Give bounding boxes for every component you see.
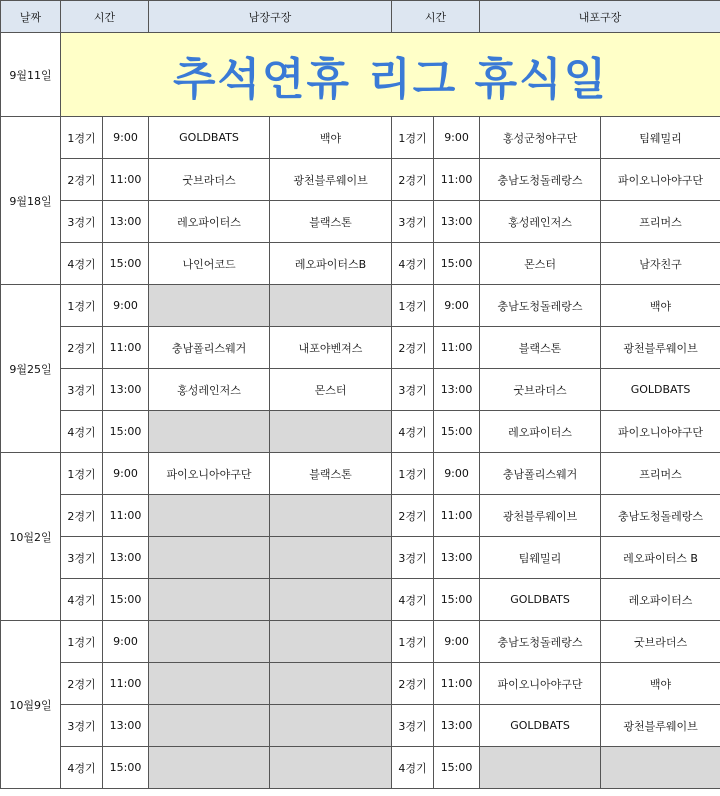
- game-time-right: 9:00: [434, 453, 480, 495]
- team-home-left: 충남폴리스웨거: [149, 327, 270, 369]
- week-date: 9월25일: [1, 285, 61, 453]
- team-away-right: 남자친구: [601, 243, 720, 285]
- game-number-left: 4경기: [61, 747, 103, 789]
- team-away-left: [270, 705, 392, 747]
- table-row: [1, 369, 720, 411]
- game-time-left: 11:00: [103, 327, 149, 369]
- game-time-left: 15:00: [103, 579, 149, 621]
- game-time-right: 9:00: [434, 285, 480, 327]
- team-away-right: 파이오니아야구단: [601, 411, 720, 453]
- header-date: 날짜: [1, 1, 61, 33]
- team-home-left: [149, 285, 270, 327]
- team-home-right: 충남도청돌레랑스: [480, 285, 601, 327]
- team-home-right: 블랙스톤: [480, 327, 601, 369]
- table-row: [1, 579, 720, 621]
- team-away-left: [270, 495, 392, 537]
- game-time-right: 11:00: [434, 327, 480, 369]
- team-home-left: 레오파이터스: [149, 201, 270, 243]
- team-away-right: 프리머스: [601, 201, 720, 243]
- team-away-left: 내포야벤져스: [270, 327, 392, 369]
- team-home-right: 충남도청돌레랑스: [480, 159, 601, 201]
- table-row: [1, 159, 720, 201]
- header-time-left: 시간: [61, 1, 149, 33]
- team-home-left: 파이오니아야구단: [149, 453, 270, 495]
- header-venue-left: 남장구장: [149, 1, 392, 33]
- game-time-right: 15:00: [434, 579, 480, 621]
- game-number-left: 2경기: [61, 327, 103, 369]
- holiday-date: 9월11일: [1, 33, 61, 117]
- team-home-left: GOLDBATS: [149, 117, 270, 159]
- game-time-right: 15:00: [434, 411, 480, 453]
- game-number-left: 2경기: [61, 495, 103, 537]
- game-number-right: 1경기: [392, 285, 434, 327]
- team-home-right: 굿브라더스: [480, 369, 601, 411]
- table-row: [1, 495, 720, 537]
- table-row: [1, 411, 720, 453]
- table-row: [1, 243, 720, 285]
- team-away-right: GOLDBATS: [601, 369, 720, 411]
- game-number-left: 1경기: [61, 621, 103, 663]
- game-number-right: 2경기: [392, 327, 434, 369]
- team-away-left: 레오파이터스B: [270, 243, 392, 285]
- team-home-left: [149, 495, 270, 537]
- team-home-right: 광천블루웨이브: [480, 495, 601, 537]
- team-away-right: 충남도청돌레랑스: [601, 495, 720, 537]
- game-number-right: 4경기: [392, 747, 434, 789]
- game-number-right: 4경기: [392, 579, 434, 621]
- game-number-right: 2경기: [392, 663, 434, 705]
- table-row: [1, 705, 720, 747]
- team-home-right: 충남도청돌레랑스: [480, 621, 601, 663]
- team-home-right: 팀웨밀리: [480, 537, 601, 579]
- team-away-right: 백야: [601, 285, 720, 327]
- game-number-left: 4경기: [61, 243, 103, 285]
- game-number-right: 4경기: [392, 243, 434, 285]
- table-row: [1, 201, 720, 243]
- team-away-left: [270, 411, 392, 453]
- game-time-left: 15:00: [103, 747, 149, 789]
- game-time-left: 11:00: [103, 663, 149, 705]
- team-away-right: 프리머스: [601, 453, 720, 495]
- game-number-left: 3경기: [61, 201, 103, 243]
- team-away-right: 광천블루웨이브: [601, 327, 720, 369]
- header-row: [1, 1, 720, 33]
- team-away-left: 블랙스톤: [270, 453, 392, 495]
- team-home-left: [149, 579, 270, 621]
- game-number-right: 1경기: [392, 621, 434, 663]
- team-home-right: 충남폴리스웨거: [480, 453, 601, 495]
- team-home-right: 홍성레인저스: [480, 201, 601, 243]
- team-home-left: [149, 621, 270, 663]
- team-away-left: [270, 621, 392, 663]
- team-home-right: 파이오니아야구단: [480, 663, 601, 705]
- team-home-right: 홍성군청야구단: [480, 117, 601, 159]
- game-number-left: 3경기: [61, 705, 103, 747]
- team-away-right: 팀웨밀리: [601, 117, 720, 159]
- game-number-left: 3경기: [61, 537, 103, 579]
- game-number-left: 4경기: [61, 579, 103, 621]
- game-time-left: 9:00: [103, 285, 149, 327]
- game-number-left: 3경기: [61, 369, 103, 411]
- game-time-right: 9:00: [434, 117, 480, 159]
- holiday-notice: 추석연휴 리그 휴식일: [61, 33, 720, 117]
- team-away-right: 파이오니아야구단: [601, 159, 720, 201]
- team-home-left: [149, 747, 270, 789]
- game-time-right: 11:00: [434, 663, 480, 705]
- team-away-left: 광천블루웨이브: [270, 159, 392, 201]
- game-number-right: 3경기: [392, 369, 434, 411]
- game-number-left: 1경기: [61, 285, 103, 327]
- game-number-left: 1경기: [61, 453, 103, 495]
- header-time-right: 시간: [392, 1, 480, 33]
- holiday-row: [1, 33, 720, 117]
- game-number-right: 3경기: [392, 537, 434, 579]
- game-time-right: 11:00: [434, 495, 480, 537]
- game-number-left: 2경기: [61, 663, 103, 705]
- game-time-left: 13:00: [103, 201, 149, 243]
- game-time-left: 13:00: [103, 369, 149, 411]
- game-time-left: 13:00: [103, 705, 149, 747]
- game-time-left: 9:00: [103, 117, 149, 159]
- team-home-left: 굿브라더스: [149, 159, 270, 201]
- team-away-right: [601, 747, 720, 789]
- team-home-left: [149, 663, 270, 705]
- game-time-left: 13:00: [103, 537, 149, 579]
- game-number-right: 3경기: [392, 201, 434, 243]
- team-home-left: 홍성레인저스: [149, 369, 270, 411]
- game-number-left: 4경기: [61, 411, 103, 453]
- team-away-left: [270, 285, 392, 327]
- team-home-right: 몬스터: [480, 243, 601, 285]
- game-time-left: 11:00: [103, 159, 149, 201]
- team-home-right: 레오파이터스: [480, 411, 601, 453]
- team-away-right: 굿브라더스: [601, 621, 720, 663]
- team-away-left: 블랙스톤: [270, 201, 392, 243]
- table-row: [1, 117, 720, 159]
- team-away-left: [270, 579, 392, 621]
- game-time-left: 9:00: [103, 621, 149, 663]
- team-away-left: 몬스터: [270, 369, 392, 411]
- table-row: [1, 621, 720, 663]
- game-number-right: 2경기: [392, 159, 434, 201]
- game-time-right: 15:00: [434, 747, 480, 789]
- game-time-right: 13:00: [434, 537, 480, 579]
- game-time-left: 11:00: [103, 495, 149, 537]
- team-away-right: 레오파이터스 B: [601, 537, 720, 579]
- team-away-left: 백야: [270, 117, 392, 159]
- game-number-left: 1경기: [61, 117, 103, 159]
- team-home-right: GOLDBATS: [480, 579, 601, 621]
- game-number-left: 2경기: [61, 159, 103, 201]
- team-home-left: [149, 411, 270, 453]
- team-away-right: 레오파이터스: [601, 579, 720, 621]
- game-time-right: 11:00: [434, 159, 480, 201]
- table-row: [1, 285, 720, 327]
- game-time-right: 13:00: [434, 369, 480, 411]
- game-time-right: 9:00: [434, 621, 480, 663]
- team-home-left: 나인어코드: [149, 243, 270, 285]
- game-time-left: 15:00: [103, 411, 149, 453]
- game-number-right: 3경기: [392, 705, 434, 747]
- game-number-right: 4경기: [392, 411, 434, 453]
- team-home-right: GOLDBATS: [480, 705, 601, 747]
- table-row: [1, 747, 720, 789]
- header-venue-right: 내포구장: [480, 1, 720, 33]
- team-away-left: [270, 663, 392, 705]
- team-away-left: [270, 747, 392, 789]
- game-number-right: 1경기: [392, 453, 434, 495]
- table-row: [1, 663, 720, 705]
- week-date: 10월9일: [1, 621, 61, 789]
- table-row: [1, 327, 720, 369]
- team-away-right: 광천블루웨이브: [601, 705, 720, 747]
- game-time-left: 9:00: [103, 453, 149, 495]
- table-row: [1, 453, 720, 495]
- game-time-right: 13:00: [434, 201, 480, 243]
- game-time-left: 15:00: [103, 243, 149, 285]
- team-away-left: [270, 537, 392, 579]
- team-home-left: [149, 537, 270, 579]
- table-row: [1, 537, 720, 579]
- team-home-left: [149, 705, 270, 747]
- week-date: 9월18일: [1, 117, 61, 285]
- game-number-right: 1경기: [392, 117, 434, 159]
- week-date: 10월2일: [1, 453, 61, 621]
- team-home-right: [480, 747, 601, 789]
- team-away-right: 백야: [601, 663, 720, 705]
- game-number-right: 2경기: [392, 495, 434, 537]
- game-time-right: 15:00: [434, 243, 480, 285]
- game-time-right: 13:00: [434, 705, 480, 747]
